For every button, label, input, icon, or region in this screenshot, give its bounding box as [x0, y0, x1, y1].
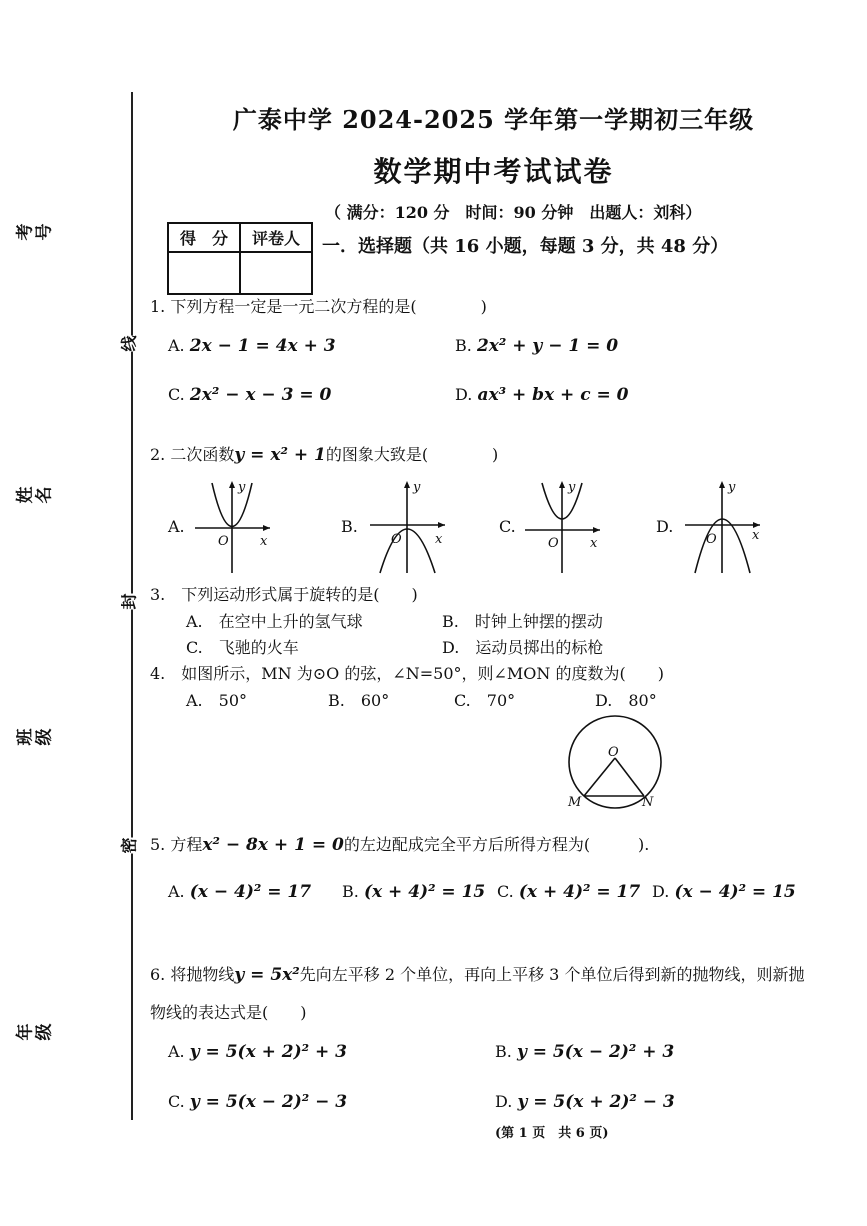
exam-meta: （ 满分：120 分 时间：90 分钟 出题人：刘科）: [325, 203, 702, 222]
option-label: B.: [495, 1042, 512, 1061]
question-1-option-d[interactable]: [455, 385, 628, 405]
option-label: D.: [652, 882, 670, 901]
option-label: A.: [168, 1042, 185, 1061]
option-text: y = 5(x + 2)² − 3: [517, 1092, 675, 1112]
question-3-option-c[interactable]: C. 飞驰的火车: [186, 638, 299, 657]
question-1-stem: 1. 下列方程一定是一元二次方程的是( ): [150, 297, 487, 316]
y-axis-label: y: [728, 480, 736, 495]
question-2-option-d-label[interactable]: D.: [656, 517, 674, 536]
school-title: 广泰中学 2024-2025 学年第一学期初三年级: [232, 105, 755, 134]
score-table: [167, 222, 313, 295]
binding-mark-line: 线: [115, 335, 142, 351]
name-label: 姓名: [15, 487, 54, 508]
question-5-option-c[interactable]: [497, 882, 640, 902]
option-label: D.: [455, 385, 473, 404]
x-axis-label: x: [435, 532, 443, 547]
question-3-option-d[interactable]: D. 运动员掷出的标枪: [442, 638, 604, 657]
page-number: (第 1 页 共 6 页): [495, 1126, 609, 1141]
origin-label: O: [391, 532, 402, 547]
option-label: B.: [342, 882, 359, 901]
stem-formula: y = x² + 1: [234, 445, 326, 465]
option-label: C.: [168, 385, 185, 404]
stem-text: 的左边配成完全平方后所得方程为( ).: [343, 835, 650, 854]
question-2-stem: [150, 442, 498, 465]
score-header: 得 分: [168, 223, 240, 252]
exam-number-label: 考号: [15, 224, 54, 245]
question-2-graph-c[interactable]: [520, 475, 610, 575]
question-5-option-a[interactable]: [168, 882, 311, 902]
point-m-label: M: [568, 795, 582, 810]
question-6-option-b[interactable]: [495, 1042, 674, 1062]
question-5-option-d[interactable]: [652, 882, 796, 902]
question-1-option-a[interactable]: [168, 336, 336, 356]
question-3-stem: 3. 下列运动形式属于旋转的是( ): [150, 585, 418, 604]
question-4-stem: 4. 如图所示，MN 为⊙O 的弦，∠N=50°，则∠MON 的度数为( ): [150, 664, 664, 683]
option-text: 2x² + y − 1 = 0: [476, 336, 619, 356]
exam-title: 数学期中考试试卷: [373, 155, 614, 188]
y-arrow-icon: [559, 481, 565, 488]
option-label: C.: [168, 1092, 185, 1111]
origin-label: O: [706, 532, 717, 547]
question-6-option-c[interactable]: [168, 1092, 347, 1112]
origin-label: O: [218, 534, 229, 549]
y-arrow-icon: [404, 481, 410, 488]
question-5-stem: [150, 832, 649, 855]
question-4-circle-figure: [560, 712, 670, 812]
point-o-label: O: [608, 745, 619, 760]
section-heading: 一．选择题（共 16 小题，每题 3 分，共 48 分）: [322, 236, 729, 257]
y-arrow-icon: [229, 481, 235, 488]
stem-text: 先向左平移 2 个单位，再向上平移 3 个单位后得到新的抛物线，则新抛: [299, 965, 805, 984]
question-2-graph-d[interactable]: [680, 475, 770, 575]
stem-formula: y = 5x²: [234, 965, 300, 985]
class-label: 班级: [15, 729, 54, 750]
option-text: (x + 4)² = 17: [518, 882, 641, 902]
question-1-option-c[interactable]: [168, 385, 331, 405]
binding-mark-close: 密: [115, 837, 142, 853]
question-2-option-c-label[interactable]: C.: [499, 517, 516, 536]
x-arrow-icon: [593, 527, 600, 533]
question-6-stem-line2: 物线的表达式是( ): [150, 1003, 307, 1022]
question-5-option-b[interactable]: [342, 882, 485, 902]
x-axis-label: x: [260, 534, 268, 549]
point-n-label: N: [642, 795, 654, 810]
question-4-option-c[interactable]: C. 70°: [454, 691, 516, 710]
question-3-option-a[interactable]: A. 在空中上升的氢气球: [186, 612, 363, 631]
option-text: (x + 4)² = 15: [363, 882, 486, 902]
x-axis-label: x: [590, 536, 598, 551]
question-2-graph-a[interactable]: [190, 475, 280, 575]
x-arrow-icon: [438, 522, 445, 528]
option-text: 2x − 1 = 4x + 3: [189, 336, 336, 356]
option-text: y = 5(x − 2)² − 3: [189, 1092, 348, 1112]
option-label: A.: [168, 882, 185, 901]
x-axis-label: x: [752, 528, 760, 543]
question-6-option-d[interactable]: [495, 1092, 675, 1112]
stem-formula: x² − 8x + 1 = 0: [202, 835, 344, 855]
grader-header: 评卷人: [240, 223, 312, 252]
option-label: D.: [495, 1092, 513, 1111]
option-text: y = 5(x − 2)² + 3: [516, 1042, 675, 1062]
stem-text: 6. 将抛物线: [150, 965, 235, 984]
question-1-option-b[interactable]: [455, 336, 618, 356]
option-label: A.: [168, 336, 185, 355]
y-axis-label: y: [568, 480, 576, 495]
question-6-option-a[interactable]: [168, 1042, 347, 1062]
question-6-stem: [150, 962, 804, 985]
option-label: C.: [497, 882, 514, 901]
origin-label: O: [548, 536, 559, 551]
grade-label: 年级: [15, 1024, 54, 1045]
x-arrow-icon: [263, 525, 270, 531]
option-text: (x − 4)² = 17: [189, 882, 312, 902]
score-cell[interactable]: [168, 252, 240, 294]
question-2-option-a-label[interactable]: A.: [168, 517, 185, 536]
option-label: B.: [455, 336, 472, 355]
option-text: 2x² − x − 3 = 0: [189, 385, 332, 405]
option-text: (x − 4)² = 15: [674, 882, 796, 902]
option-text: y = 5(x + 2)² + 3: [189, 1042, 348, 1062]
y-axis-label: y: [413, 480, 421, 495]
option-text: ax³ + bx + c = 0: [477, 385, 629, 405]
binding-mark-seal: 封: [115, 593, 142, 609]
question-4-option-d[interactable]: D. 80°: [595, 691, 657, 710]
question-4-option-a[interactable]: A. 50°: [186, 691, 248, 710]
radius-on: [615, 758, 644, 796]
y-axis-label: y: [238, 480, 246, 495]
stem-text: 2. 二次函数: [150, 445, 235, 464]
question-3-option-b[interactable]: B. 时钟上钟摆的摆动: [442, 612, 603, 631]
question-2-graph-b[interactable]: [365, 475, 455, 575]
question-4-option-b[interactable]: B. 60°: [328, 691, 390, 710]
radius-om: [584, 758, 615, 796]
stem-text: 的图象大致是( ): [325, 445, 499, 464]
stem-text: 5. 方程: [150, 835, 203, 854]
y-arrow-icon: [719, 481, 725, 488]
question-2-option-b-label[interactable]: B.: [341, 517, 358, 536]
grader-cell[interactable]: [240, 252, 312, 294]
